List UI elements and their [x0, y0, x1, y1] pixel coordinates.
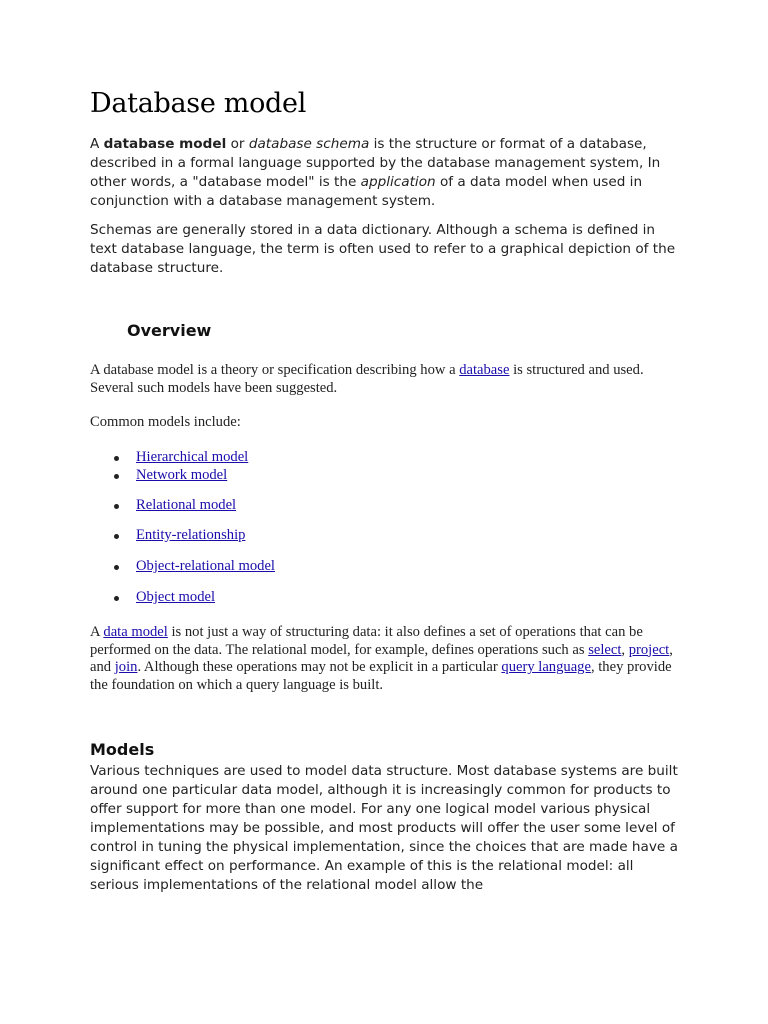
- paragraph-text: , and: [90, 641, 673, 675]
- select-link[interactable]: select: [588, 641, 622, 658]
- common-models-label: Common models include:: [90, 414, 241, 430]
- hierarchical-model-link[interactable]: Hierarchical model: [136, 449, 249, 465]
- bullet-icon: [114, 474, 119, 479]
- entity-relationship-link[interactable]: Entity-relationship: [136, 527, 246, 543]
- database-link[interactable]: database: [459, 362, 510, 378]
- models-paragraph: Various techniques are used to model data structure. Most database systems are built around one particular data model, although it is increasingly common for products to offer support for more than one model. For any one logical model various physical implementations may be possible, and most products will offer the user some level of control in tuning the physical implementation, since the choices that are made have a significant effect on performance. An example of this is the relational model: all serious implementations of the relational model allow the: [90, 763, 678, 893]
- intro-bold-term: database model: [103, 136, 227, 152]
- bullet-icon: [114, 565, 119, 570]
- paragraph-text: A: [90, 624, 104, 640]
- schemas-paragraph: Schemas are generally stored in a data dictionary. Although a schema is defined in text database language, the term is often used to refer to a graphical depiction of the database structure.: [90, 222, 676, 276]
- overview-heading: Overview: [127, 321, 212, 340]
- bullet-icon: [114, 456, 119, 461]
- models-heading: Models: [90, 740, 155, 759]
- page-title: Database model: [90, 88, 307, 119]
- paragraph-text: ,: [621, 641, 629, 658]
- paragraph-text: is not just a way of structuring data: it also defines a set of operations that can be performed on the data. The relational model, for example, defines operations such as: [90, 624, 643, 658]
- project-link[interactable]: project: [628, 641, 670, 658]
- overview-text: is structured and used. Several such models have been suggested.: [90, 362, 644, 396]
- join-link[interactable]: join: [114, 659, 138, 675]
- intro-italic-term: database schema: [248, 136, 370, 152]
- relational-model-link[interactable]: Relational model: [136, 497, 237, 513]
- overview-text: A database model is a theory or specification describing how a: [90, 362, 460, 378]
- network-model-link[interactable]: Network model: [136, 467, 228, 483]
- intro-text: A: [90, 136, 104, 152]
- intro-paragraph: [90, 135, 680, 211]
- paragraph-text: , they provide the foundation on which a query language is built.: [90, 659, 672, 693]
- intro-text: or: [226, 136, 249, 152]
- object-relational-model-link[interactable]: Object-relational model: [136, 558, 275, 574]
- overview-paragraph: [90, 362, 680, 397]
- data-model-link[interactable]: data model: [103, 624, 168, 640]
- intro-text: is the structure or format of a database, described in a formal language supported by the database management system, In other words, a "database model" is the: [90, 136, 661, 190]
- data-model-paragraph: [90, 624, 680, 694]
- bullet-icon: [114, 504, 119, 509]
- query-language-link[interactable]: query language: [501, 659, 591, 675]
- intro-text: of a data model when used in conjunction with a database management system.: [90, 174, 643, 209]
- object-model-link[interactable]: Object model: [136, 589, 216, 605]
- paragraph-text: . Although these operations may not be explicit in a particular: [137, 659, 502, 675]
- bullet-icon: [114, 596, 119, 601]
- bullet-icon: [114, 534, 119, 539]
- intro-italic-term: application: [360, 174, 436, 190]
